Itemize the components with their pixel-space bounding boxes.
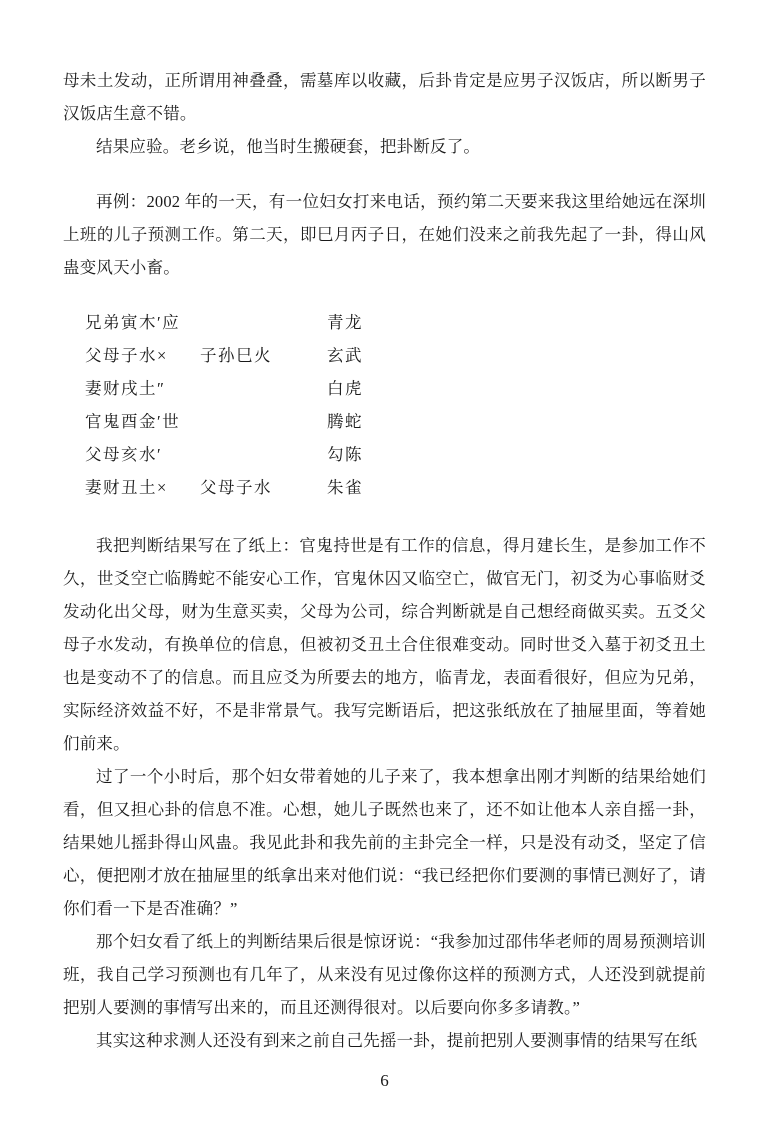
hexagram-table: [85, 306, 706, 504]
hexagram-row-4: [85, 372, 706, 405]
hexagram-change-text: [200, 372, 327, 405]
hexagram-row-2: [85, 438, 706, 471]
six-god-label: 青龙: [327, 313, 363, 332]
hexagram-change-text: [200, 306, 327, 339]
hexagram-line-text: 妻财丑土×: [85, 478, 168, 497]
six-god-label: 玄武: [327, 346, 363, 365]
paragraph-closing: 其实这种求测人还没有到来之前自己先摇一卦，提前把别人要测事情的结果写在纸: [96, 1031, 698, 1050]
six-god-label: 朱雀: [327, 478, 363, 497]
hexagram-line-text: 兄弟寅木′应: [85, 313, 181, 332]
hexagram-line-text: 父母亥水′: [85, 445, 163, 464]
hexagram-line-text: 妻财戌土″: [85, 379, 166, 398]
hexagram-change-text: [200, 438, 327, 471]
hexagram-change-text: [200, 405, 327, 438]
paragraph-judgment: 我把判断结果写在了纸上：官鬼持世是有工作的信息，得月建长生，是参加工作不久，世爻空亡临腾蛇不能安心工作，官鬼休囚又临空亡，做官无门，初爻为心事临财爻发动化出父母，财为生意买卖，父母为公司，综合判断就是自己想经商做买卖。五爻父母子水发动，有换单位的信息，但被初爻丑土合住很难变动。同时世爻入墓于初爻丑土也是变动不了的信息。而且应爻为所要去的地方，临青龙，表面看很好，但应为兄弟，实际经济效益不好，不是非常景气。我写完断语后，把这张纸放在了抽屉里面，等着她们前来。: [63, 536, 706, 753]
paragraph-continuation: 母未土发动，正所谓用神叠叠，需墓库以收藏，后卦肯定是应男子汉饭店，所以断男子汉饭店生意不错。: [63, 71, 706, 123]
hexagram-line-text: 父母子水×: [85, 346, 168, 365]
page-number: 6: [380, 1071, 389, 1090]
hexagram-change-text: 子孙巳火: [200, 346, 272, 365]
paragraph-result: 结果应验。老乡说，他当时生搬硬套，把卦断反了。: [96, 137, 481, 156]
paragraph-example-intro: 再例：2002 年的一天，有一位妇女打来电话，预约第二天要来我这里给她远在深圳上班的儿子预测工作。第二天，即巳月丙子日，在她们没来之前我先起了一卦，得山风蛊变风天小畜。: [63, 192, 706, 277]
six-god-label: 勾陈: [327, 445, 363, 464]
paragraph-woman-reaction: 那个妇女看了纸上的判断结果后很是惊讶说：“我参加过邵伟华老师的周易预测培训班，我自己学习预测也有几年了，从来没有见过像你这样的预测方式，人还没到就提前把别人要测的事情写出来的，而且还测得很对。以后要向你多多请教。”: [63, 932, 706, 1017]
hexagram-row-5: [85, 339, 706, 372]
six-god-label: 白虎: [327, 379, 363, 398]
hexagram-row-6: [85, 306, 706, 339]
hexagram-row-1: [85, 471, 706, 504]
hexagram-line-text: 官鬼酉金′世: [85, 412, 181, 431]
hexagram-row-3: [85, 405, 706, 438]
paragraph-visit: 过了一个小时后，那个妇女带着她的儿子来了，我本想拿出刚才判断的结果给她们看，但又担心卦的信息不准。心想，她儿子既然也来了，还不如让他本人亲自摇一卦，结果她儿摇卦得山风蛊。我见此卦和我先前的主卦完全一样，只是没有动爻，坚定了信心，便把刚才放在抽屉里的纸拿出来对他们说：“我已经把你们要测的事情已测好了，请你们看一下是否准确？”: [63, 767, 706, 918]
hexagram-change-text: 父母子水: [200, 478, 272, 497]
six-god-label: 腾蛇: [327, 412, 363, 431]
